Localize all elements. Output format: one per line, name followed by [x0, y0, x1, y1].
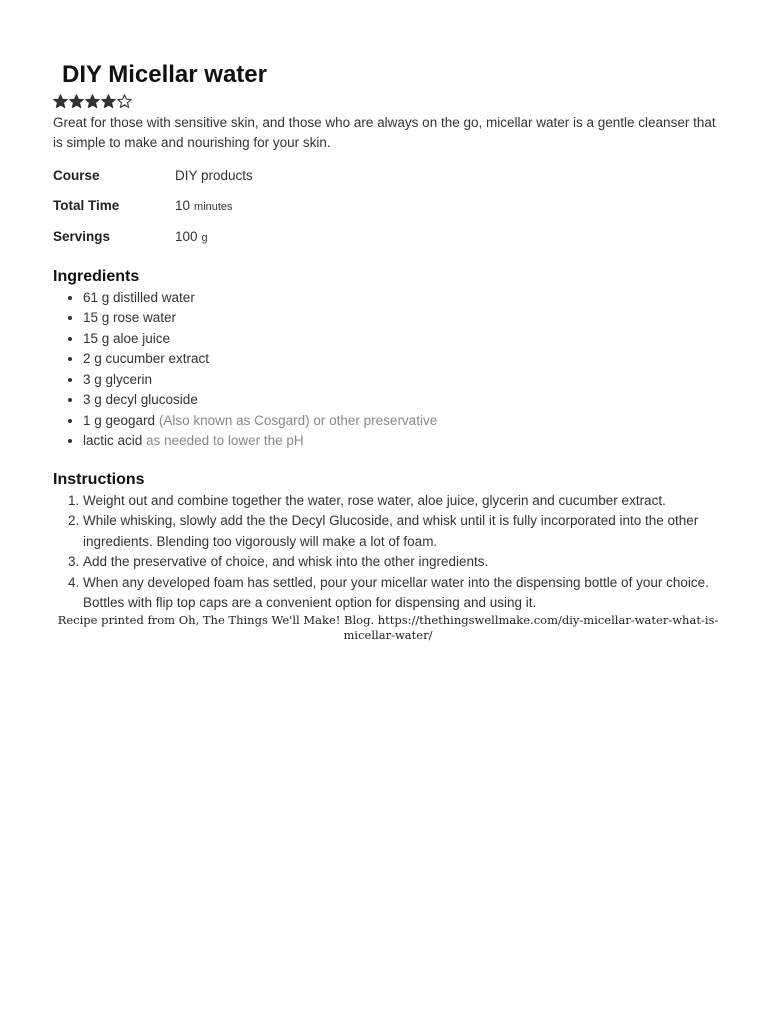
recipe-card: [53, 58, 723, 614]
ingredient-notes: (Also known as Cosgard) or other preservative: [158, 412, 438, 428]
ingredient-text: 3 g glycerin: [83, 371, 153, 387]
meta-servings: [53, 221, 723, 252]
servings-unit: g: [201, 231, 208, 244]
star-empty-icon: [117, 94, 132, 109]
servings-amount: 100: [175, 228, 198, 244]
instruction-step: 1. Weight out and combine together the water, rose water, aloe juice, glycerin and cucumber extract.: [83, 491, 723, 512]
star-rating: [53, 94, 723, 112]
ingredient-text: 2 g cucumber extract: [83, 351, 210, 366]
recipe-summary: Great for those with sensitive skin, and those who are always on the go, micellar water is a gentle cleanser that is simple to make and nourishing for your skin.: [53, 115, 716, 150]
instruction-step: 2. While whisking, slowly add the the Decyl Glucoside, and whisk until it is fully incorporated into the other ingredients. Blending too vigorously will make a lot of foam.: [83, 511, 723, 552]
ingredients-list: [53, 288, 723, 452]
recipe-meta: [53, 160, 723, 252]
meta-course-value: DIY products: [175, 167, 253, 183]
meta-servings-label: Servings: [53, 228, 111, 244]
meta-total-time-value: [175, 198, 233, 213]
ingredient-item: [83, 308, 723, 329]
ingredient-item: [83, 370, 723, 391]
ingredient-text: 61 g distilled water: [83, 289, 195, 305]
instructions-heading: Instructions: [53, 470, 145, 488]
ingredient-item: [83, 431, 723, 452]
ingredient-text: 1 g geogard: [83, 412, 156, 428]
instruction-step: 3. Add the preservative of choice, and whisk into the other ingredients.: [83, 552, 723, 573]
meta-course: [53, 160, 723, 191]
meta-total-time-label: Total Time: [53, 198, 120, 214]
meta-servings-value: [175, 229, 208, 244]
meta-course-label: Course: [53, 167, 100, 183]
ingredient-text: 3 g decyl glucoside: [83, 392, 198, 407]
ingredient-item: [83, 390, 723, 411]
ingredient-text: lactic acid: [83, 433, 143, 448]
total-time-unit: minutes: [194, 201, 233, 214]
star-filled-icon: [85, 94, 100, 109]
recipe-title: DIY Micellar water: [62, 61, 267, 88]
ingredient-item: [83, 349, 723, 370]
star-filled-icon: [101, 94, 116, 109]
instruction-step: 4. When any developed foam has settled, pour your micellar water into the dispensing bottle of your choice. Bottles with flip top caps are a convenient option for dispensing and using it.: [83, 573, 723, 614]
ingredient-item: [83, 411, 723, 432]
ingredients-heading: Ingredients: [53, 267, 140, 285]
star-filled-icon: [53, 94, 68, 109]
star-filled-icon: [69, 94, 84, 109]
meta-total-time: [53, 191, 723, 222]
ingredient-item: [83, 329, 723, 350]
ingredient-item: [83, 288, 723, 309]
ingredient-text: 15 g aloe juice: [83, 330, 171, 346]
total-time-amount: 10: [175, 198, 191, 214]
instructions-list: [53, 491, 723, 614]
ingredient-text: 15 g rose water: [83, 310, 177, 325]
print-footer: Recipe printed from Oh, The Things We'll Make! Blog. https://thethingswellmake.com/diy-micellar-water-what-is-micellar-water/: [57, 613, 719, 642]
ingredient-notes: as needed to lower the pH: [146, 433, 304, 448]
